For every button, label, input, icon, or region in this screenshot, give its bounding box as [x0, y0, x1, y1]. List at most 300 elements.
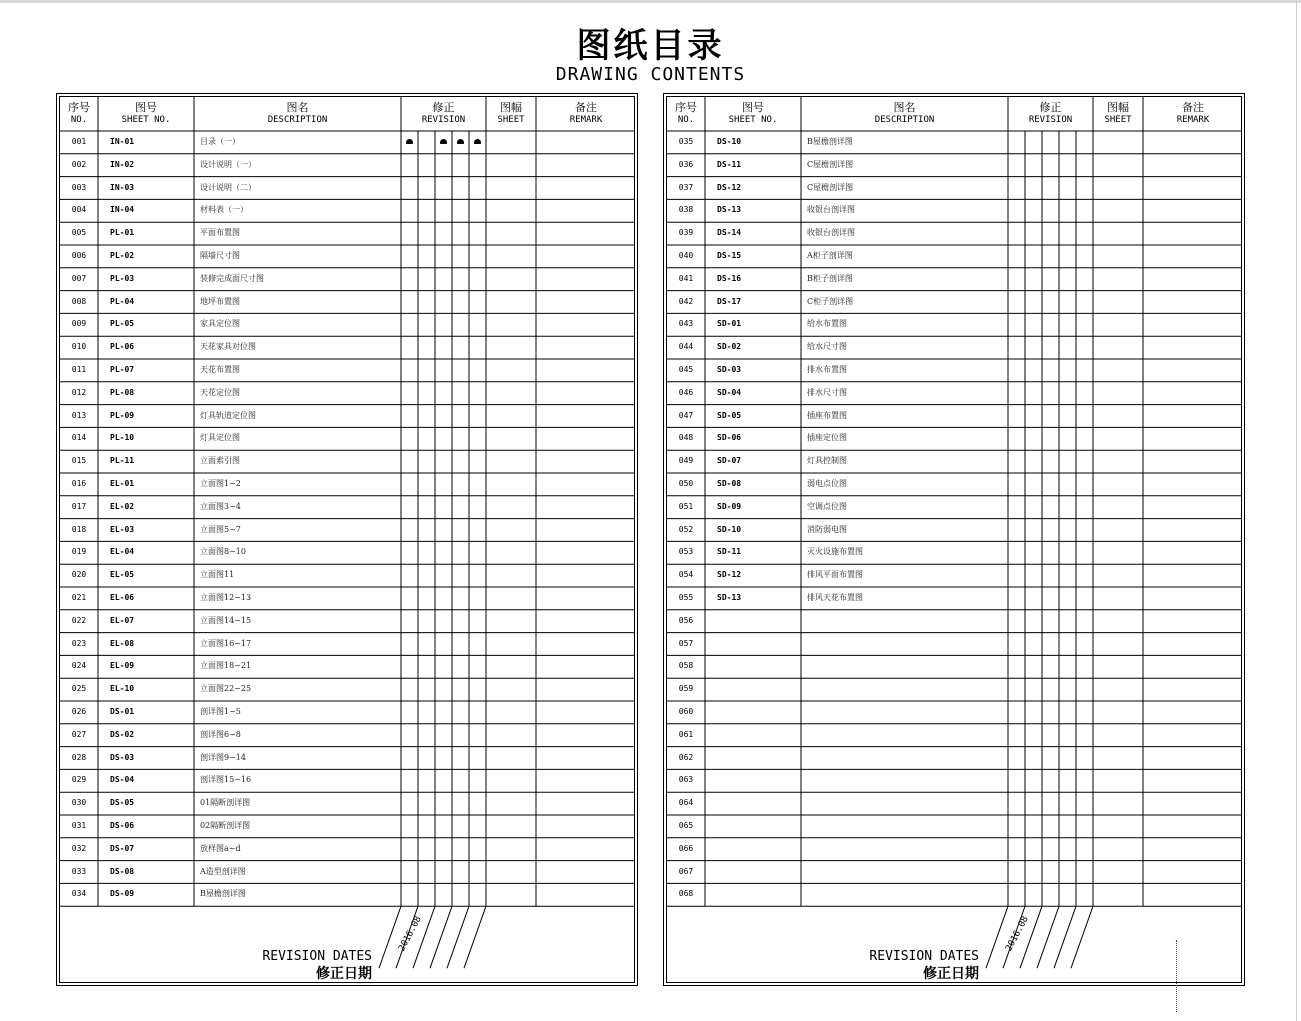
table-row: [667, 564, 1241, 587]
sheet-number: PL-03: [110, 273, 135, 283]
sheet-description: 给水尺寸图: [807, 342, 847, 352]
sheet-number: [717, 861, 797, 884]
sheet-description: [807, 610, 1005, 633]
revision-date-slash: [1054, 906, 1076, 968]
table-row: [60, 382, 634, 405]
sheet-description: [807, 747, 1005, 770]
sheet-number: PL-01: [110, 228, 135, 238]
sheet-description: [807, 792, 1005, 815]
page-right-border: [1296, 0, 1297, 1021]
table-row: [60, 427, 634, 450]
sheet-number: [717, 678, 797, 701]
row-number: 016: [71, 479, 87, 488]
sheet-number: EL-05: [110, 570, 135, 580]
table-row: [667, 405, 1241, 428]
sheet-description: 立面图18~21: [200, 661, 252, 671]
sheet-description: [807, 678, 1005, 701]
sheet-number: EL-01: [110, 479, 135, 488]
row-number: 025: [71, 684, 87, 694]
sheet-number: SD-01: [717, 319, 742, 329]
table-row: [667, 177, 1241, 200]
row-number: 052: [678, 524, 694, 534]
revision-date-slash: [1037, 906, 1059, 968]
sheet-number: DS-09: [110, 889, 135, 899]
sheet-description: 目录（一）: [200, 137, 240, 146]
sheet-number: EL-10: [110, 684, 135, 694]
table-row: [667, 268, 1241, 291]
table-row: [667, 427, 1241, 450]
revision-dates-label-cn: 修正日期: [923, 966, 979, 982]
sheet-description: 排水尺寸图: [807, 387, 847, 397]
table-row: [60, 199, 634, 222]
sheet-number: EL-09: [110, 661, 135, 671]
table-row: [667, 473, 1241, 496]
row-number: 068: [678, 889, 694, 899]
table-row: [60, 359, 634, 382]
table-row: [60, 815, 634, 838]
sheet-description: 立面图8~10: [200, 547, 246, 557]
sheet-number: [717, 838, 797, 861]
table-row: [60, 861, 634, 884]
sheet-description: A柜子剖详图: [807, 251, 853, 260]
revision-date-slash: [464, 906, 486, 968]
sheet-number: IN-02: [110, 159, 135, 169]
sheet-description: B屋檐剖详图: [807, 137, 853, 146]
sheet-number: [717, 655, 797, 678]
sheet-number: [717, 883, 797, 906]
row-number: 004: [71, 205, 87, 215]
sheet-description: 立面图11: [200, 570, 235, 580]
row-number: 041: [678, 273, 694, 283]
table-row: [60, 747, 634, 770]
sheet-description: 立面图5~7: [200, 524, 241, 534]
table-row: [60, 519, 634, 542]
sheet-description: 灯具定位图: [200, 433, 240, 443]
row-number: 009: [71, 319, 87, 329]
table-row: [667, 199, 1241, 222]
sheet-number: DS-16: [717, 273, 742, 283]
sheet-description: B柜子剖详图: [807, 273, 853, 283]
table-row: [60, 610, 634, 633]
table-row: [60, 154, 634, 177]
sheet-description: 天花家具对位图: [200, 342, 256, 352]
revision-date-slash: [1071, 906, 1093, 968]
table-row: [667, 222, 1241, 245]
sheet-description: 立面图16~17: [200, 638, 252, 648]
table-row: [60, 633, 634, 656]
sheet-number: DS-04: [110, 775, 135, 785]
table-row: [667, 313, 1241, 336]
sheet-description: 立面图12~13: [200, 593, 252, 602]
sheet-number: DS-14: [717, 228, 742, 238]
header-sheet: 图幅 SHEET: [497, 101, 525, 125]
sheet-description: 立面图14~15: [200, 615, 252, 625]
table-row: [667, 291, 1241, 314]
sheet-description: [807, 883, 1005, 906]
table-row: [667, 861, 1241, 884]
sheet-description: C柜子剖详图: [807, 296, 854, 306]
sheet-number: [717, 815, 797, 838]
table-row: [667, 724, 1241, 747]
sheet-number: IN-03: [110, 182, 135, 192]
sheet-description: 弱电点位图: [807, 479, 847, 488]
table-row: [667, 496, 1241, 519]
row-number: 066: [678, 843, 694, 853]
table-row: [60, 724, 634, 747]
revision-dates-label: REVISION DATES: [869, 949, 979, 964]
row-number: 056: [678, 615, 694, 625]
table-row: [60, 245, 634, 268]
sheet-description: 放样图a~d: [200, 843, 241, 853]
table-row: [667, 678, 1241, 701]
row-number: 021: [71, 593, 87, 602]
sheet-number: PL-02: [110, 251, 135, 260]
table-row: [60, 769, 634, 792]
row-number: 050: [678, 479, 694, 488]
row-number: 020: [71, 570, 87, 580]
table-row: [667, 154, 1241, 177]
blue-dotted-mark: [1176, 940, 1178, 1012]
sheet-description: 灯具控制图: [807, 456, 847, 466]
header-description: 图名 DESCRIPTION: [874, 101, 935, 125]
sheet-description: [807, 655, 1005, 678]
sheet-description: 地坪布置图: [200, 296, 240, 306]
row-number: 045: [678, 365, 694, 374]
sheet-description: 灯具轨道定位图: [200, 410, 256, 420]
sheet-number: EL-08: [110, 638, 135, 648]
sheet-number: SD-09: [717, 501, 742, 511]
sheet-number: IN-04: [110, 205, 135, 215]
row-number: 029: [71, 775, 87, 785]
sheet-number: PL-10: [110, 433, 135, 443]
revision-date: 2016.08: [397, 914, 424, 953]
sheet-number: SD-07: [717, 456, 742, 466]
revision-mark-icon: [440, 139, 447, 144]
sheet-number: [717, 701, 797, 724]
table-row: [60, 268, 634, 291]
revision-dates-label-cn: 修正日期: [316, 966, 372, 982]
sheet-description: 天花定位图: [200, 387, 240, 397]
table-row: [60, 131, 634, 154]
sheet-description: 隔墙尺寸图: [200, 251, 240, 260]
header-sheet-no: 图号 SHEET NO.: [121, 101, 171, 125]
sheet-number: DS-05: [110, 798, 135, 808]
sheet-number: SD-03: [717, 365, 742, 374]
table-row: [667, 245, 1241, 268]
sheet-description: 排水布置图: [807, 365, 847, 374]
sheet-number: SD-12: [717, 570, 742, 580]
sheet-description: 01隔断剖详图: [200, 798, 251, 808]
table-row: [667, 610, 1241, 633]
row-number: 003: [71, 182, 87, 192]
table-row: [60, 473, 634, 496]
sheet-description: 设计说明（一）: [200, 159, 256, 169]
sheet-number: EL-07: [110, 615, 135, 625]
row-number: 054: [678, 570, 694, 580]
sheet-number: SD-06: [717, 433, 742, 443]
sheet-description: 剖详图6~8: [200, 729, 241, 739]
sheet-description: C屋檐剖详图: [807, 182, 854, 192]
row-number: 051: [678, 501, 694, 511]
sheet-description: 插座定位图: [807, 433, 847, 443]
row-number: 044: [678, 342, 694, 352]
row-number: 007: [71, 273, 87, 283]
row-number: 031: [71, 821, 87, 830]
sheet-description: [807, 724, 1005, 747]
sheet-description: [807, 838, 1005, 861]
sheet-number: DS-10: [717, 137, 742, 146]
sheet-description: 立面图22~25: [200, 684, 252, 694]
sheet-number: PL-11: [110, 456, 135, 466]
row-number: 040: [678, 251, 694, 260]
table-row: [60, 450, 634, 473]
sheet-number: EL-02: [110, 501, 135, 511]
sheet-number: DS-12: [717, 182, 742, 192]
page-subtitle: DRAWING CONTENTS: [555, 64, 746, 85]
sheet-number: [717, 769, 797, 792]
row-number: 005: [71, 228, 87, 238]
row-number: 046: [678, 387, 694, 397]
row-number: 002: [71, 159, 87, 169]
table-row: [60, 405, 634, 428]
table-row: [60, 291, 634, 314]
table-row: [667, 769, 1241, 792]
table-row: [60, 701, 634, 724]
row-number: 026: [71, 707, 87, 716]
row-number: 028: [71, 752, 87, 762]
table-row: [667, 450, 1241, 473]
table-row: [60, 336, 634, 359]
revision-mark-icon: [406, 139, 413, 144]
row-number: 023: [71, 638, 87, 648]
row-number: 039: [678, 228, 694, 238]
sheet-number: DS-03: [110, 752, 135, 762]
sheet-description: C屋檐剖详图: [807, 159, 854, 169]
sheet-description: B屋檐剖详图: [200, 889, 246, 899]
revision-mark-icon: [457, 139, 464, 144]
row-number: 055: [678, 593, 694, 602]
sheet-description: [807, 815, 1005, 838]
header-remark: 备注 REMARK: [569, 101, 603, 125]
table-row: [60, 496, 634, 519]
row-number: 035: [678, 137, 694, 146]
table-row: [667, 792, 1241, 815]
row-number: 012: [71, 387, 87, 397]
row-number: 024: [71, 661, 87, 671]
revision-dates-label: REVISION DATES: [262, 949, 372, 964]
revision-date: 2016.08: [1004, 914, 1031, 953]
row-number: 047: [678, 410, 694, 420]
row-number: 058: [678, 661, 694, 671]
row-number: 001: [71, 137, 87, 146]
sheet-description: 排风天花布置图: [807, 593, 863, 602]
sheet-number: [717, 610, 797, 633]
table-row: [60, 587, 634, 610]
row-number: 060: [678, 707, 694, 716]
sheet-number: DS-15: [717, 251, 742, 260]
table-row: [667, 519, 1241, 542]
sheet-number: PL-05: [110, 319, 135, 329]
revision-date-slash: [447, 906, 469, 968]
sheet-number: DS-02: [110, 729, 135, 739]
sheet-description: 设计说明（二）: [200, 182, 256, 192]
header-no: 序号 NO.: [68, 101, 90, 125]
contents-table-right: [663, 93, 1245, 986]
revision-date-slash: [430, 906, 452, 968]
row-number: 065: [678, 821, 694, 830]
sheet-description: [807, 701, 1005, 724]
table-row: [60, 313, 634, 336]
sheet-number: PL-08: [110, 387, 135, 397]
row-number: 019: [71, 547, 87, 557]
table-row: [60, 792, 634, 815]
sheet-description: 空调点位图: [807, 501, 847, 511]
sheet-description: 装修完成面尺寸图: [200, 273, 264, 283]
sheet-description: A造型剖详图: [200, 866, 246, 876]
sheet-description: 收银台剖详图: [807, 205, 855, 215]
table-row: [667, 838, 1241, 861]
table-row: [667, 359, 1241, 382]
row-number: 037: [678, 182, 694, 192]
row-number: 034: [71, 889, 87, 899]
row-number: 042: [678, 296, 694, 306]
sheet-description: 02隔断剖详图: [200, 821, 251, 830]
row-number: 049: [678, 456, 694, 466]
table-row: [667, 633, 1241, 656]
row-number: 008: [71, 296, 87, 306]
sheet-description: 剖详图9~14: [200, 752, 246, 762]
sheet-number: PL-06: [110, 342, 135, 352]
sheet-number: SD-02: [717, 342, 742, 352]
sheet-description: 排风平面布置图: [807, 570, 863, 580]
row-number: 013: [71, 410, 87, 420]
sheet-description: 立面图3~4: [200, 501, 241, 511]
sheet-number: PL-09: [110, 410, 135, 420]
sheet-number: EL-04: [110, 547, 135, 557]
sheet-number: [717, 724, 797, 747]
table-row: [60, 655, 634, 678]
sheet-description: 插座布置图: [807, 410, 847, 420]
row-number: 048: [678, 433, 694, 443]
sheet-number: DS-06: [110, 821, 135, 830]
table-row: [60, 541, 634, 564]
sheet-number: SD-08: [717, 479, 742, 488]
header-no: 序号 NO.: [675, 101, 697, 125]
row-number: 015: [71, 456, 87, 466]
sheet-number: PL-04: [110, 296, 135, 306]
table-row: [667, 382, 1241, 405]
row-number: 027: [71, 729, 87, 739]
table-row: [60, 678, 634, 701]
header-remark: 备注 REMARK: [1176, 101, 1210, 125]
row-number: 010: [71, 342, 87, 352]
table-row: [60, 564, 634, 587]
page-top-border: [0, 0, 1301, 3]
sheet-description: [807, 769, 1005, 792]
row-number: 017: [71, 501, 87, 511]
sheet-number: SD-10: [717, 524, 742, 534]
sheet-description: 消防弱电图: [807, 524, 847, 534]
table-row: [667, 747, 1241, 770]
row-number: 018: [71, 524, 87, 534]
sheet-description: 平面布置图: [200, 228, 240, 238]
row-number: 067: [678, 866, 694, 876]
row-number: 053: [678, 547, 694, 557]
row-number: 036: [678, 159, 694, 169]
header-sheet: 图幅 SHEET: [1104, 101, 1132, 125]
row-number: 032: [71, 843, 87, 853]
sheet-description: 剖详图15~16: [200, 775, 252, 785]
sheet-number: DS-08: [110, 866, 135, 876]
row-number: 062: [678, 752, 694, 762]
row-number: 057: [678, 638, 694, 648]
sheet-number: DS-01: [110, 707, 135, 716]
row-number: 064: [678, 798, 694, 808]
row-number: 033: [71, 866, 87, 876]
revision-date-slash: [379, 906, 401, 968]
sheet-description: 天花布置图: [200, 365, 240, 374]
table-row: [60, 222, 634, 245]
table-row: [667, 336, 1241, 359]
sheet-number: SD-04: [717, 387, 742, 397]
table-row: [667, 701, 1241, 724]
table-row: [60, 883, 634, 906]
sheet-number: DS-11: [717, 159, 742, 169]
row-number: 014: [71, 433, 87, 443]
sheet-number: [717, 747, 797, 770]
sheet-number: [717, 633, 797, 656]
sheet-number: SD-13: [717, 593, 742, 602]
row-number: 043: [678, 319, 694, 329]
sheet-description: 收银台剖详图: [807, 228, 855, 238]
row-number: 011: [71, 365, 87, 374]
revision-date-slash: [986, 906, 1008, 968]
table-row: [667, 131, 1241, 154]
sheet-number: EL-03: [110, 524, 135, 534]
revision-mark-icon: [474, 139, 481, 144]
row-number: 063: [678, 775, 694, 785]
header-sheet-no: 图号 SHEET NO.: [728, 101, 778, 125]
header-revision: 修正 REVISION: [1028, 101, 1073, 125]
sheet-description: 立面索引图: [200, 456, 240, 466]
sheet-description: 立面图1~2: [200, 479, 241, 488]
sheet-description: 家具定位图: [200, 319, 240, 329]
page-title: 图纸目录: [576, 26, 725, 66]
table-row: [667, 587, 1241, 610]
sheet-number: SD-05: [717, 410, 742, 420]
table-row: [60, 838, 634, 861]
row-number: 038: [678, 205, 694, 215]
row-number: 061: [678, 729, 694, 739]
sheet-description: [807, 861, 1005, 884]
row-number: 006: [71, 251, 87, 260]
sheet-number: PL-07: [110, 365, 135, 374]
sheet-description: 剖详图1~5: [200, 707, 241, 716]
sheet-description: [807, 633, 1005, 656]
contents-table-left: [56, 93, 638, 986]
table-row: [667, 815, 1241, 838]
sheet-number: DS-17: [717, 296, 742, 306]
sheet-description: 灭火设施布置图: [807, 547, 863, 557]
table-row: [667, 541, 1241, 564]
sheet-number: [717, 792, 797, 815]
table-row: [667, 883, 1241, 906]
sheet-number: SD-11: [717, 547, 742, 557]
sheet-description: 给水布置图: [807, 319, 847, 329]
sheet-description: 材料表（一）: [200, 205, 248, 215]
row-number: 022: [71, 615, 87, 625]
table-row: [60, 177, 634, 200]
